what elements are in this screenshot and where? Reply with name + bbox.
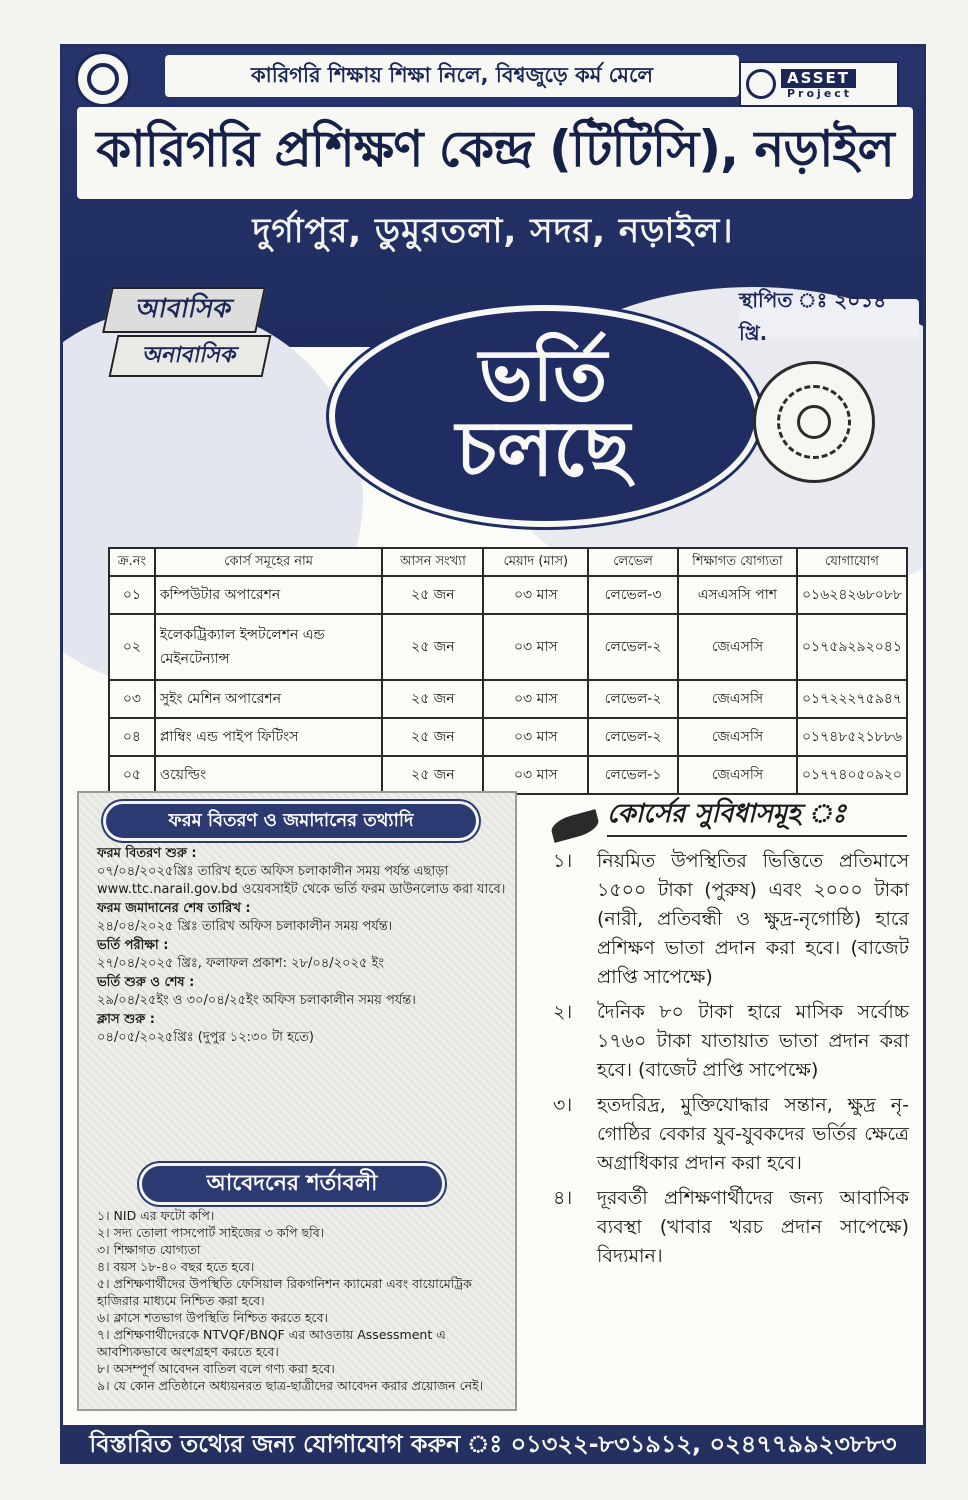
col-serial: ক্র.নং: [109, 548, 155, 576]
cell-seats: ২৫ জন: [382, 756, 483, 794]
col-duration: মেয়াদ (মাস): [483, 548, 588, 576]
slogan: কারিগরি শিক্ষায় শিক্ষা নিলে, বিশ্বজুড়ে কর্ম মেলে: [165, 55, 739, 97]
col-course: কোর্স সমূহের নাম: [155, 548, 383, 576]
cell-serial: ০৫: [109, 756, 155, 794]
cell-level: লেভেল-২: [588, 680, 678, 718]
cell-seats: ২৫ জন: [382, 576, 483, 614]
cell-contact: ০১৭২২২৭৫৯৪৭: [797, 680, 907, 718]
cell-seats: ২৫ জন: [382, 614, 483, 680]
info-text: ২৯/০৪/২৫ইং ও ৩০/০৪/২৫ইং অফিস চলাকালীন সময় পর্যন্ত।: [97, 993, 416, 1008]
list-item: ১। NID এর ফটো কপি।: [97, 1208, 215, 1223]
government-logo-icon: [75, 51, 131, 107]
cell-serial: ০৪: [109, 718, 155, 756]
table-row: [109, 576, 907, 614]
benefit-number: ২।: [553, 1001, 573, 1023]
cell-serial: ০২: [109, 614, 155, 680]
col-qualification: শিক্ষাগত যোগ্যতা: [678, 548, 797, 576]
benefits-heading: কোর্সের সুবিধাসমূহ ঃ: [607, 795, 907, 837]
info-label: ফরম বিতরণ শুরু :: [97, 846, 197, 861]
info-label: ভর্তি পরীক্ষা :: [97, 938, 169, 953]
cell-level: লেভেল-২: [588, 614, 678, 680]
cell-course: ওয়েল্ডিং: [155, 756, 383, 794]
cell-level: লেভেল-১: [588, 756, 678, 794]
list-item: ২। সদ্য তোলা পাসপোর্ট সাইজের ৩ কপি ছবি।: [97, 1225, 325, 1240]
cell-seats: ২৫ জন: [382, 680, 483, 718]
info-text: ০৪/০৫/২০২৫খ্রিঃ (দুপুর ১২:৩০ টা হতে): [97, 1030, 314, 1045]
list-item: [553, 998, 909, 1085]
admission-word: ভর্তি: [478, 333, 608, 417]
form-info-list: [97, 845, 507, 1048]
list-item: [553, 1091, 909, 1178]
cell-level: লেভেল-৩: [588, 576, 678, 614]
cell-qualification: জেএসসি: [678, 680, 797, 718]
list-item: [553, 847, 909, 992]
asset-logo-text: ASSET: [781, 69, 856, 88]
cell-level: লেভেল-২: [588, 718, 678, 756]
cell-qualification: এসএসসি পাশ: [678, 576, 797, 614]
cell-course: ইলেকট্রিক্যাল ইন্সটলেশন এন্ড মেইনটেন্যান্স: [155, 614, 383, 680]
benefit-text: দৈনিক ৮০ টাকা হারে মাসিক সর্বোচ্চ ১৭৬০ টাকা যাতায়াত ভাতা প্রদান করা হবে। (বাজেট প্রাপ্তি সাপেক্ষে): [597, 1001, 909, 1081]
list-item: ৮। অসম্পূর্ণ আবেদন বাতিল বলে গণ্য করা হবে।: [97, 1361, 335, 1376]
asset-logo-subtext: Project: [787, 87, 853, 100]
cell-qualification: জেএসসি: [678, 614, 797, 680]
list-item: ৩। শিক্ষাগত যোগ্যতা: [97, 1242, 201, 1257]
col-level: লেভেল: [588, 548, 678, 576]
page-title: কারিগরি প্রশিক্ষণ কেন্দ্র (টিটিসি), নড়াইল: [77, 107, 913, 199]
admission-poster: [60, 44, 926, 1464]
info-text: ২৪/০৪/২০২৫ খ্রিঃ তারিখ অফিস চলাকালীন সময় পর্যন্ত।: [97, 919, 393, 934]
list-item: [97, 974, 507, 1010]
benefit-number: ৩।: [553, 1094, 573, 1116]
conditions-heading: আবেদনের শর্তাবলী: [139, 1163, 445, 1205]
conditions-list: [97, 1207, 511, 1394]
list-item: [97, 937, 507, 973]
info-label: ক্লাস শুরু :: [97, 1012, 155, 1027]
table-row: [109, 756, 907, 794]
cell-seats: ২৫ জন: [382, 718, 483, 756]
asset-logo-icon: [746, 69, 776, 99]
benefit-text: নিয়মিত উপস্থিতির ভিত্তিতে প্রতিমাসে ১৫০০ টাকা (পুরুষ) এবং ২০০০ টাকা (নারী, প্রতিবন্ধী ও ক্ষুদ্র-নৃগোষ্ঠি) হারে প্রশিক্ষণ ভাতা প্রদান করা হবে। (বাজেট প্রাপ্তি সাপেক্ষে): [597, 850, 909, 988]
course-table: [108, 547, 908, 795]
cell-duration: ০৩ মাস: [483, 756, 588, 794]
list-item: [97, 1011, 507, 1047]
list-item: ৪। বয়স ১৮-৪০ বছর হতে হবে।: [97, 1259, 255, 1274]
benefit-number: ১।: [553, 850, 573, 872]
asset-project-logo: [739, 61, 899, 107]
list-item: ৫। প্রশিক্ষণার্থীদের উপস্থিতি ফেসিয়াল রিকগনিশন ক্যামেরা এবং বায়োমেট্রিক হাজিরার মাধ্যমে নিশ্চিত করা হবে।: [97, 1276, 472, 1308]
col-seats: আসন সংখ্যা: [382, 548, 483, 576]
tag-residential: আবাসিক: [102, 287, 266, 333]
cell-contact: ০১৭৭৪০৫০৯২০: [797, 756, 907, 794]
info-label: ভর্তি শুরু ও শেষ :: [97, 975, 195, 990]
list-item: [97, 845, 507, 899]
benefit-text: হতদরিদ্র, মুক্তিযোদ্ধার সন্তান, ক্ষুদ্র নৃ-গোষ্ঠির বেকার যুব-যুবকদের ভর্তির ক্ষেত্রে অগ্রাধিকার প্রদান করা হবে।: [597, 1094, 909, 1174]
admission-ongoing-heading: [363, 313, 723, 513]
ongoing-word: চলছে: [455, 404, 631, 493]
address: দুর্গাপুর, ডুমুরতলা, সদর, নড়াইল।: [252, 210, 734, 251]
form-info-panel: [77, 791, 517, 1411]
form-info-heading: ফরম বিতরণ ও জমাদানের তথ্যাদি: [103, 801, 479, 841]
cell-serial: ০৩: [109, 680, 155, 718]
list-item: ৬। ক্লাসে শতভাগ উপস্থিতি নিশ্চিত করতে হবে।: [97, 1310, 329, 1325]
benefit-text: দূরবর্তী প্রশিক্ষণার্থীদের জন্য আবাসিক ব্যবস্থা (খাবার খরচ প্রদান সাপেক্ষে) বিদ্যমান।: [597, 1187, 909, 1267]
list-item: ৯। যে কোন প্রতিষ্ঠানে অধ্যয়নরত ছাত্র-ছাত্রীদের আবেদন করার প্রয়োজন নেই।: [97, 1378, 484, 1393]
cell-serial: ০১: [109, 576, 155, 614]
institute-seal-icon: [753, 361, 875, 483]
established-year: স্থাপিত ঃ ২০১৪ খ্রি.: [739, 299, 919, 339]
leaf-icon: [549, 809, 601, 843]
cell-duration: ০৩ মাস: [483, 576, 588, 614]
info-label: ফরম জমাদানের শেষ তারিখ :: [97, 901, 251, 916]
list-item: [97, 900, 507, 936]
cell-course: কম্পিউটার অপারেশন: [155, 576, 383, 614]
cell-contact: ০১৭৪৮৫২১৮৮৬: [797, 718, 907, 756]
list-item: ৭। প্রশিক্ষণার্থীদেরকে NTVQF/BNQF এর আওতায় Assessment এ আবশ্যিকভাবে অংশগ্রহণ করতে হবে।: [97, 1327, 446, 1359]
contact-footer: বিস্তারিত তথ্যের জন্য যোগাযোগ করুন ঃ ০১৩২২-৮৩১৯১২, ০২৪৭৭৯৯২৩৮৮৩: [63, 1425, 923, 1464]
cell-duration: ০৩ মাস: [483, 718, 588, 756]
cell-contact: ০১৬২৪২৬৮০৮৮: [797, 576, 907, 614]
cell-duration: ০৩ মাস: [483, 614, 588, 680]
info-text: ০৭/০৪/২০২৫খ্রিঃ তারিখ হতে অফিস চলাকালীন সময় পর্যন্ত এছাড়া www.ttc.narail.gov.bd ওয়েবসাইট থেকে ভর্তি ফরম ডাউনলোড করা যাবে।: [97, 864, 506, 897]
table-row: [109, 614, 907, 680]
table-row: [109, 718, 907, 756]
cell-duration: ০৩ মাস: [483, 680, 588, 718]
cell-qualification: জেএসসি: [678, 756, 797, 794]
benefits-list: [553, 847, 909, 1277]
list-item: [553, 1184, 909, 1271]
benefit-number: ৪।: [553, 1187, 573, 1209]
cell-course: সুইং মেশিন অপারেশন: [155, 680, 383, 718]
cell-qualification: জেএসসি: [678, 718, 797, 756]
cell-course: প্লাম্বিং এন্ড পাইপ ফিটিংস: [155, 718, 383, 756]
cell-contact: ০১৭৫৯২৯২০৪১: [797, 614, 907, 680]
col-contact: যোগাযোগ: [797, 548, 907, 576]
table-row: [109, 680, 907, 718]
tag-nonresidential: অনাবাসিক: [109, 335, 272, 377]
info-text: ২৭/০৪/২০২৫ খ্রিঃ, ফলাফল প্রকাশ: ২৮/০৪/২০২৫ ইং: [97, 956, 384, 971]
